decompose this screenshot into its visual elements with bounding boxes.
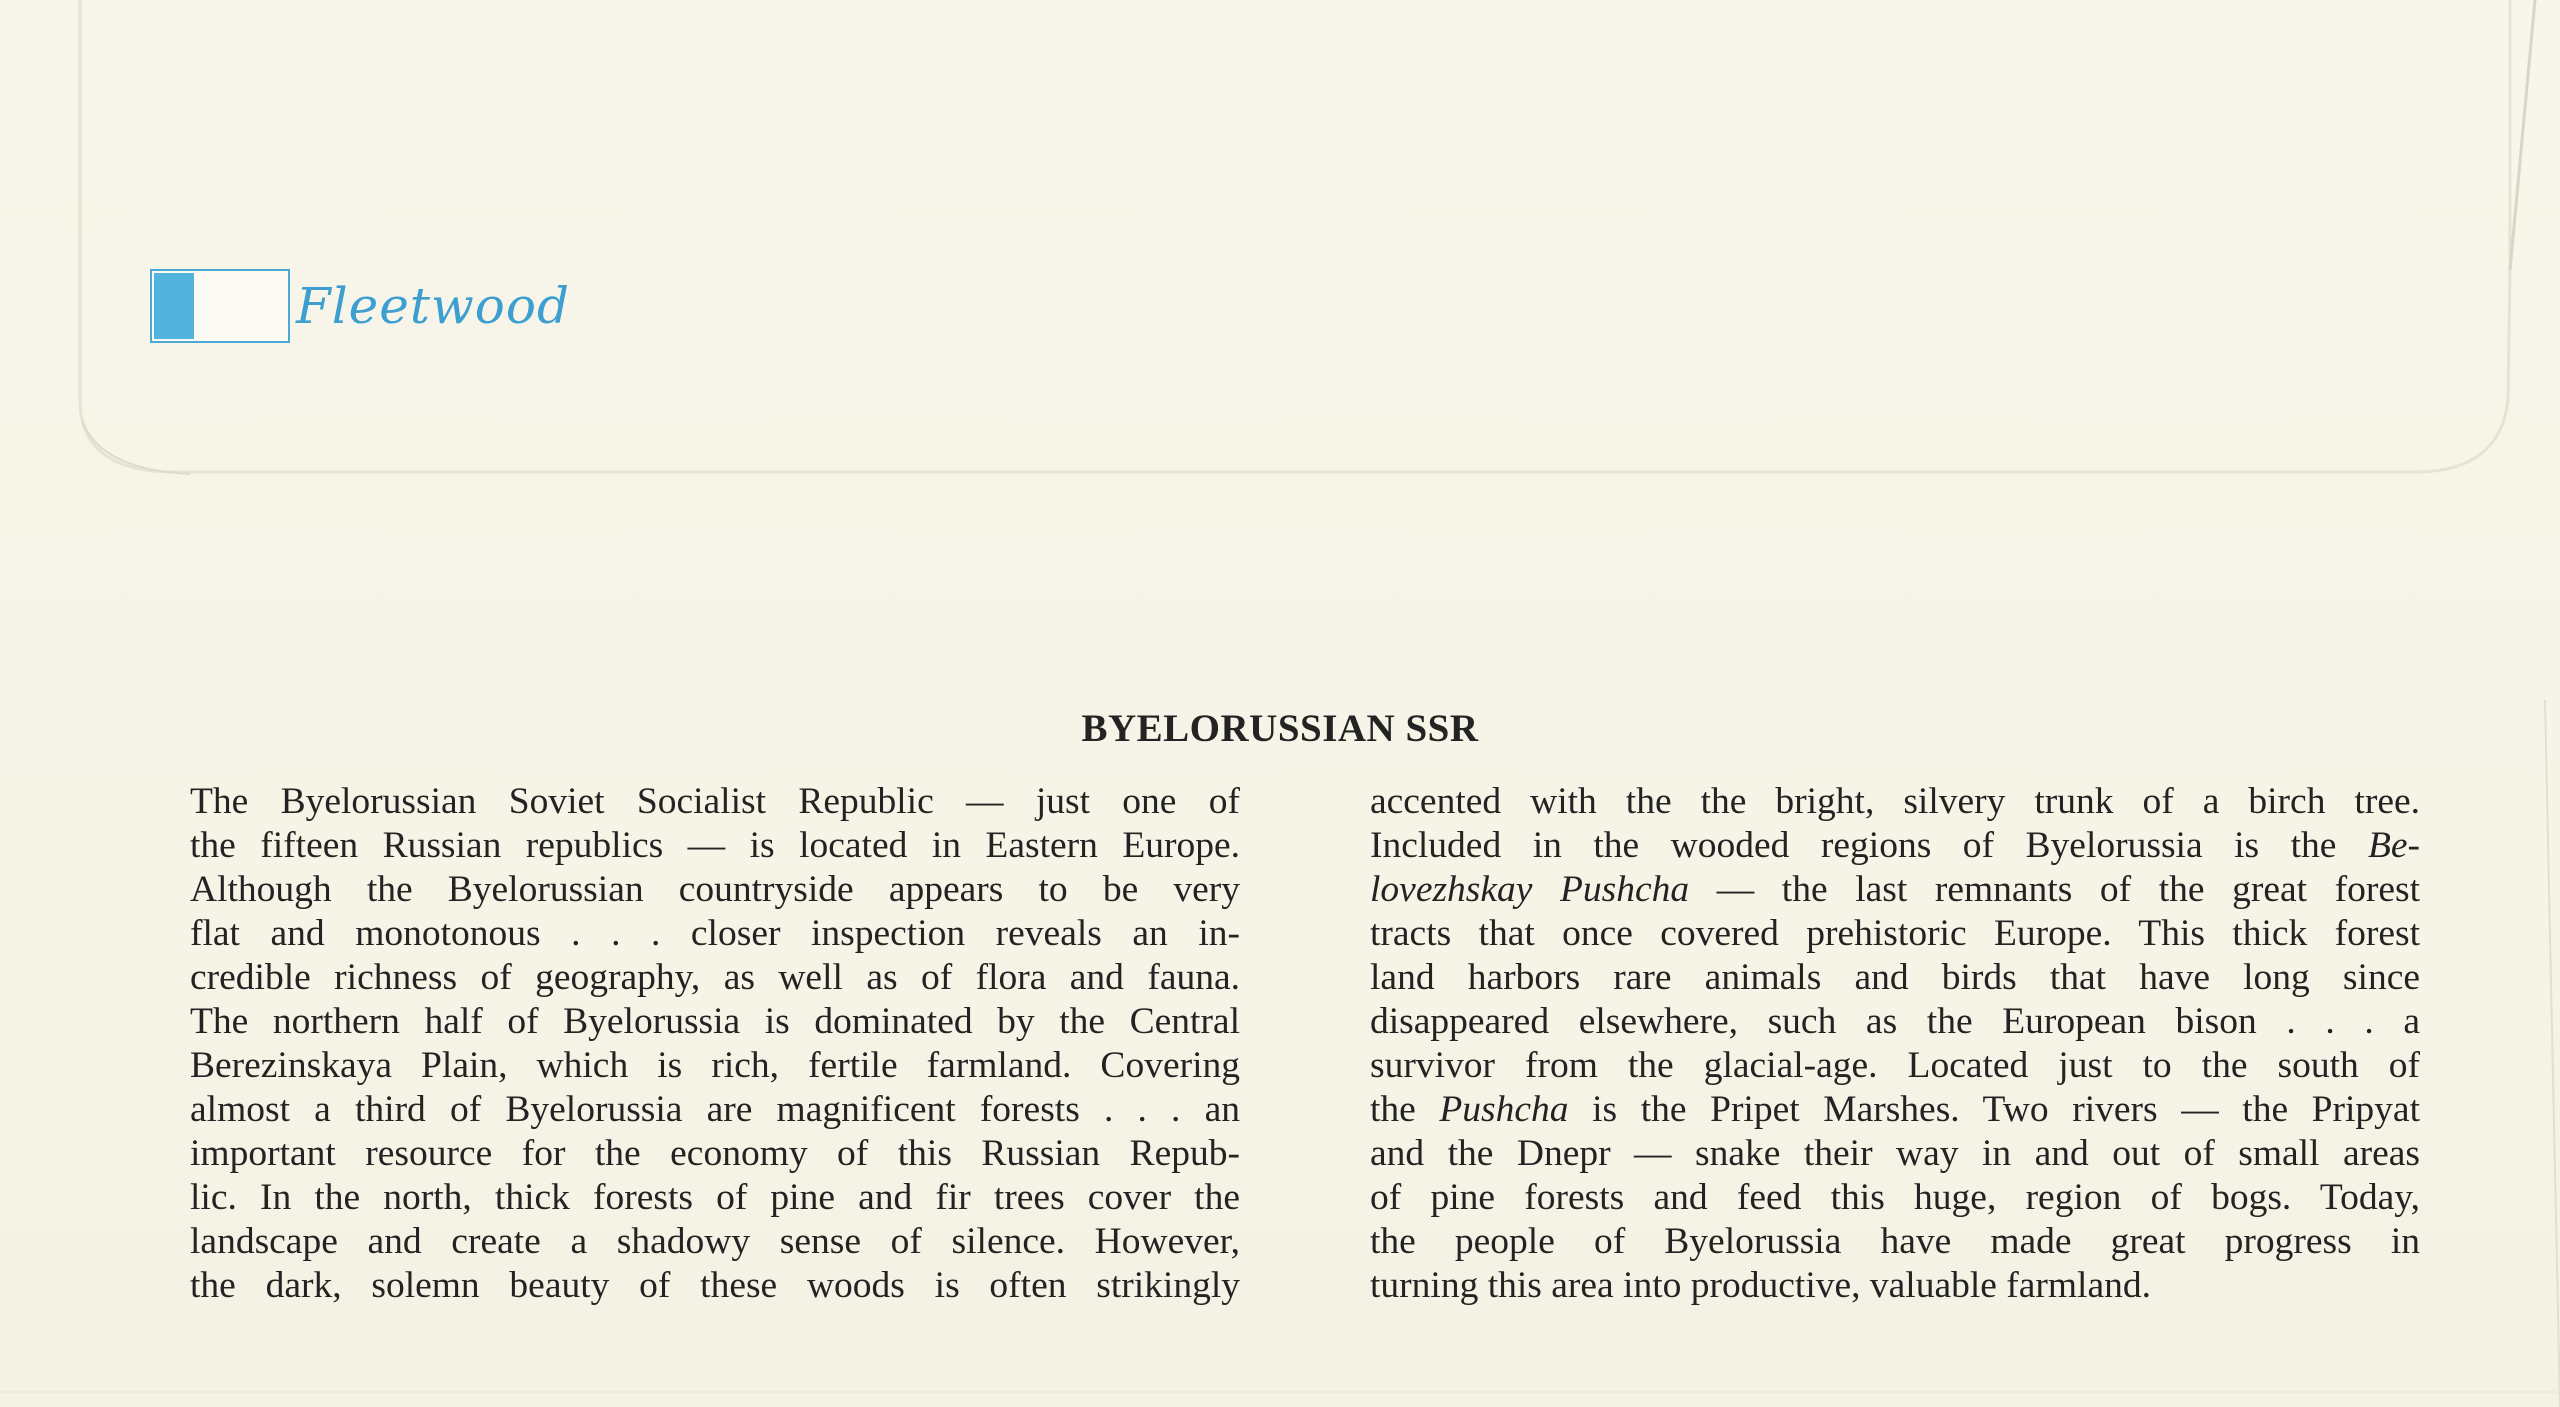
text-line: the fifteen Russian republics — is located in Eastern Europe. [190,825,1240,866]
text-line: the people of Byelorussia have made great progress in [1370,1221,2420,1262]
text-line: lic. In the north, thick forests of pine and fir trees cover the [190,1177,1240,1218]
text-line: and the Dnepr — snake their way in and out of small areas [1370,1133,2420,1174]
logo-fill-icon [154,273,194,339]
text-line: Included in the wooded regions of Byelorussia is the Be- [1370,825,2420,866]
text-line: almost a third of Byelorussia are magnificent forests . . . an [190,1089,1240,1130]
text-line: credible richness of geography, as well as of flora and fauna. [190,957,1240,998]
logo-box-icon [150,269,290,343]
fleetwood-logo [150,267,570,345]
text-line: survivor from the glacial-age. Located just to the south of [1370,1045,2420,1086]
text-line: lovezhskay Pushcha — the last remnants of the great forest [1370,869,2420,910]
text-line: the dark, solemn beauty of these woods is often strikingly [190,1265,1240,1306]
text-line: Berezinskaya Plain, which is rich, fertile farmland. Covering [190,1045,1240,1086]
text-line: landscape and create a shadowy sense of silence. However, [190,1221,1240,1262]
text-line: important resource for the economy of this Russian Repub- [190,1133,1240,1174]
text-line: turning this area into productive, valuable farmland. [1370,1265,2151,1306]
text-line: the Pushcha is the Pripet Marshes. Two rivers — the Pripyat [1370,1089,2420,1130]
right-text-column [1370,780,2420,1308]
text-line: disappeared elsewhere, such as the European bison . . . a [1370,1001,2420,1042]
text-line: Although the Byelorussian countryside appears to be very [190,869,1240,910]
text-line: of pine forests and feed this huge, region of bogs. Today, [1370,1177,2420,1218]
text-line: flat and monotonous . . . closer inspection reveals an in- [190,913,1240,954]
page-title: BYELORUSSIAN SSR [1081,707,1479,750]
text-line: accented with the the bright, silvery trunk of a birch tree. [1370,781,2420,822]
logo-wordmark: Fleetwood [296,277,570,335]
text-line: The northern half of Byelorussia is dominated by the Central [190,1001,1240,1042]
text-line: The Byelorussian Soviet Socialist Republic — just one of [190,781,1240,822]
text-line: tracts that once covered prehistoric Europe. This thick forest [1370,913,2420,954]
text-line: land harbors rare animals and birds that have long since [1370,957,2420,998]
left-text-column [190,780,1240,1308]
